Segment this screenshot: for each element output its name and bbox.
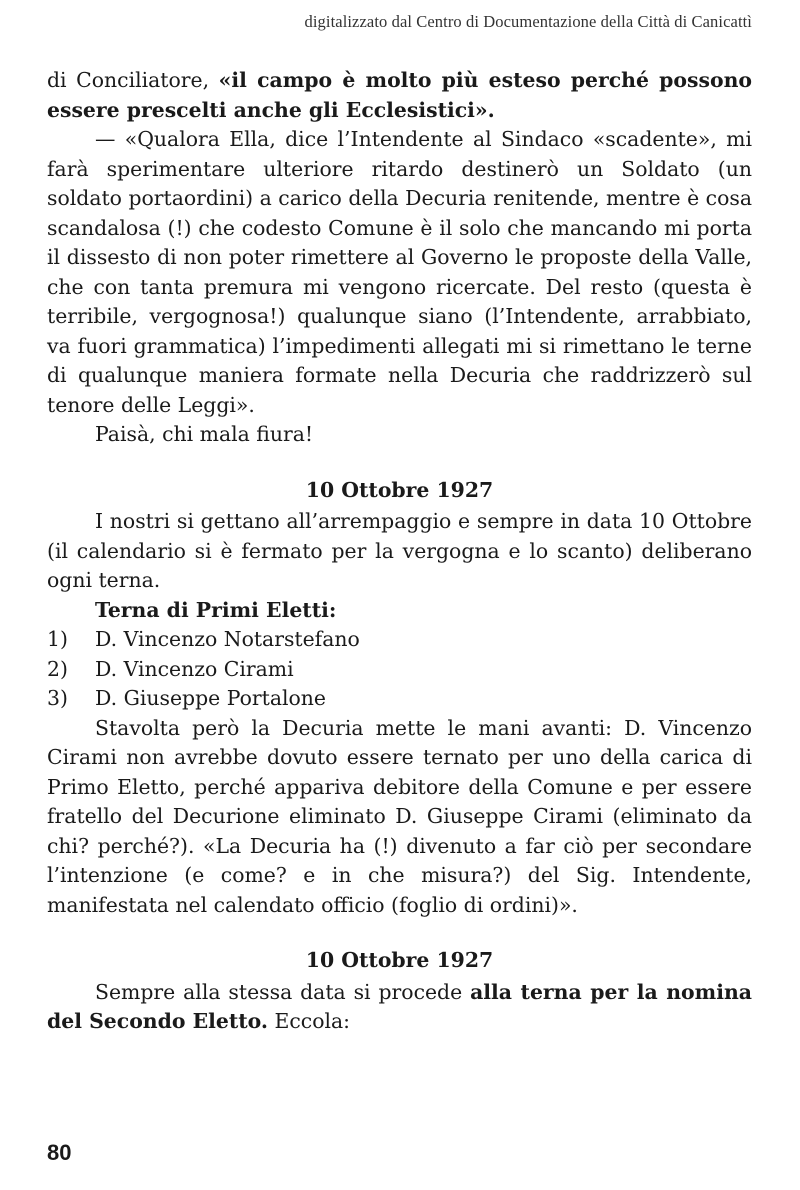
- list-number: 1): [47, 627, 68, 651]
- paragraph-text: Sempre alla stessa data si procede: [95, 979, 471, 1004]
- list-item: [47, 684, 752, 714]
- paragraph: [47, 978, 752, 1037]
- bold-quote: «il campo è molto più esteso perché possono essere prescelti anche gli Ecclesistici».: [47, 68, 752, 122]
- paragraph: I nostri si gettano all’arrempaggio e sempre in data 10 Ottobre (il calendario si è fermato per la vergogna e lo scanto) deliberano ogni terna.: [47, 509, 752, 592]
- list-number: 3): [47, 686, 68, 710]
- page-body: [47, 66, 752, 1037]
- paragraph-text: Eccola:: [268, 1009, 351, 1033]
- paragraph: Stavolta però la Decuria mette le mani avanti: D. Vincenzo Cirami non avrebbe dovuto essere ternato per uno della carica di Primo Eletto, perché appariva debitore della Comune e per essere fratello del Decurione eliminato D. Giuseppe Cirami (eliminato da chi? perché?). «La Decuria ha (!) divenuto a far ciò per secondare l’intenzione (e come? e in che misura?) del Sig. Intendente, manifestata nel calendato officio (foglio di ordini)».: [47, 715, 752, 917]
- list-text: D. Vincenzo Cirami: [95, 656, 294, 681]
- list-item: [47, 655, 752, 685]
- list-title-text: Terna di Primi Eletti:: [95, 597, 337, 622]
- paragraph: Paisà, chi mala fiura!: [95, 422, 314, 446]
- section-heading: 10 Ottobre 1927: [305, 477, 494, 502]
- list-item: [47, 625, 752, 655]
- paragraph-text: di Conciliatore,: [47, 68, 219, 92]
- page-number: 80: [47, 1140, 72, 1165]
- page-header: digitalizzato dal Centro di Documentazione della Città di Canicattì: [304, 12, 752, 31]
- section-heading: 10 Ottobre 1927: [305, 948, 494, 972]
- list-number: 2): [47, 656, 68, 681]
- list-text: D. Giuseppe Portalone: [95, 686, 326, 710]
- list-title: [47, 596, 752, 626]
- paragraph: — «Qualora Ella, dice l’Intendente al Sindaco «scadente», mi farà sperimentare ulteriore ritardo destinerò un Soldato (un soldato portaordini) a carico della Decuria renitende, mentre è cosa scandalosa (!) che codesto Comune è il solo che mancando mi porta il dissesto di non poter rimettere al Governo le proposte della Valle, che con tanta premura mi vengono ricercate. Del resto (questa è terribile, vergognosa!) qualunque siano (l’Intendente, arrabbiato, va fuori grammatica) l’impedimenti allegati mi si rimettano le terne di qualunque maniera formate nella Decuria che raddrizzerò sul tenore delle Leggi».: [47, 127, 752, 417]
- list-text: D. Vincenzo Notarstefano: [95, 627, 360, 651]
- bold-phrase: alla terna per la nomina del Secondo Eletto.: [47, 979, 752, 1033]
- paragraph: [47, 66, 752, 125]
